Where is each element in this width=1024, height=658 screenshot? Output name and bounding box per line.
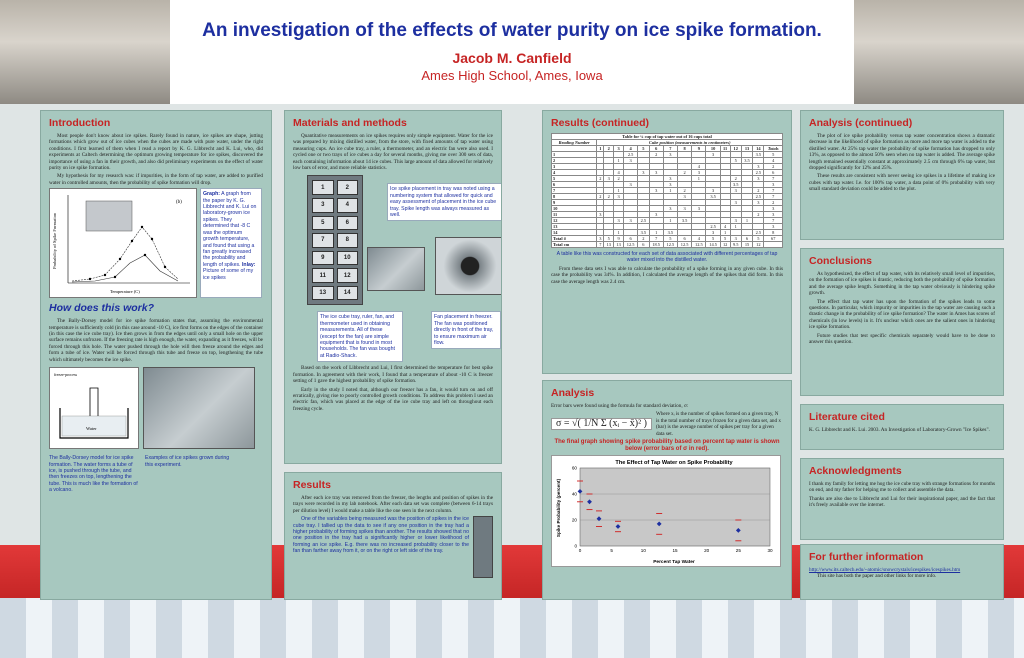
- table-cell: 1: [614, 230, 624, 236]
- table-cell: 4: [614, 170, 624, 176]
- final-graph-heading: The final graph showing spike probability based on percent tap water is shown below (error bars of σ in red).: [554, 439, 780, 453]
- position-header: 12: [730, 146, 741, 152]
- table-cell: 3: [624, 182, 638, 188]
- table-row-label: Total #: [552, 236, 597, 242]
- position-header: 3: [614, 146, 624, 152]
- tray-cell: 9: [312, 251, 334, 266]
- table-row-label: 3: [552, 164, 597, 170]
- table-cell: 3: [663, 152, 677, 158]
- bally-dorsey-diagram: [49, 367, 139, 449]
- table-cell: 2: [753, 212, 764, 218]
- table-cell: 3: [597, 236, 604, 242]
- table-cell: 3: [663, 176, 677, 182]
- conclusions-paragraph-2: The effect that tap water has upon the formation of the spikes leads to some questions. In particular, which impurity or impurities in the tap water are causing such a drastic change in the probability of ice spike formation? The water in Ames has scores of chemicals (in low levels) in it. It's unclear which ones are the salient ones in hindering ice spike formation.: [809, 298, 995, 331]
- table-cell: 67: [764, 236, 783, 242]
- how-heading: How does this work?: [49, 302, 155, 315]
- materials-panel: [284, 110, 502, 464]
- table-cell: 2: [597, 194, 604, 200]
- table-row-label: 8: [552, 194, 597, 200]
- position-header: 10: [706, 146, 720, 152]
- literature-citation: K. G. Libbrecht and K. Lui. 2003. An Investigation of Laboratory-Grown "Ice Spikes".: [809, 427, 990, 433]
- results-continued-paragraph: From these data sets I was able to calculate the probability of a spike forming in any given cube. In this case the probability was 34%. In addition, I calculated the average length of the spikes that did form. In this case the average length was 2.4 cm.: [551, 265, 783, 285]
- materials-paragraph-3: Early in the study I noted that, although our freezer has a fan, it would turn on and off erratically, giving rise to poorly controlled growth conditions. To address this problem I used an electric fan, which was placed at the edge of the ice cube tray and left on throughout each freezing cycle.: [293, 386, 493, 412]
- table-row-label: 11: [552, 212, 597, 218]
- table-cell: 3.5: [678, 218, 692, 224]
- chart-xtick-label: 10: [640, 548, 646, 554]
- tray-cell: 3: [312, 198, 334, 213]
- chart-xtick-label: 0: [578, 548, 582, 554]
- results-continued-heading: Results (continued): [551, 117, 650, 129]
- data-table-cube-header: Cube position (measurements in centimeters): [597, 140, 783, 146]
- position-header: 11: [720, 146, 730, 152]
- table-cell: 2: [604, 194, 614, 200]
- chart-xlabel: Percent Tap Water: [653, 560, 695, 566]
- table-row-label: 6: [552, 182, 597, 188]
- ice-spike-photo: [143, 367, 255, 449]
- bally-dorsey-diagram-svg: [50, 368, 138, 448]
- table-cell: 4: [764, 158, 783, 164]
- chart-ytick-label: 40: [571, 491, 577, 497]
- table-cell: 1: [614, 188, 624, 194]
- table-cell: 12: [753, 242, 764, 248]
- conclusions-paragraph-1: As hypothesized, the effect of tap water, with its relatively small level of impurities, on the formation of ice spikes is drastic, reducing both the probability of spike formation and the average spike length. Something in the tap water obviously is hindering spike growth.: [809, 271, 995, 297]
- table-cell: 3.5: [730, 182, 741, 188]
- acknowledgments-heading: Acknowledgments: [809, 465, 902, 477]
- data-table-title: Table for ¼ cup of tap water out of 16 cups total: [552, 134, 783, 140]
- table-cell: 3: [678, 194, 692, 200]
- table-cell: 3: [597, 212, 604, 218]
- header-photo-right: [854, 0, 1024, 104]
- table-cell: 3: [663, 182, 677, 188]
- table-cell: 7: [649, 236, 663, 242]
- libbrecht-graph-caption: [200, 188, 262, 298]
- table-row-label: 2: [552, 158, 597, 164]
- chart-xtick-label: 5: [610, 548, 613, 554]
- table-cell: 3: [678, 206, 692, 212]
- position-header: 13: [741, 146, 752, 152]
- freezer-tray-photo: [367, 247, 425, 291]
- table-cell: 3: [764, 206, 783, 212]
- analysis-continued-paragraph-1: The plot of ice spike probability versus tap water concentration shows a dramatic decrease in the likelihood of spike formation as more and more tap water is added to the distilled water. At 25% tap water the probability of spike formation has dropped to only 13%, as opposed to the almost 50% seen when no tap water is added. The average spike length remained essentially constant at approximately 2.5 cm through 6% tap water, but dropped significantly for 12% and 25%.: [809, 133, 995, 172]
- table-cell: 3: [649, 212, 663, 218]
- table-cell: 3: [753, 176, 764, 182]
- table-cell: 1: [741, 218, 752, 224]
- table-cell: 3.5: [638, 230, 649, 236]
- table-row-label: 13: [552, 224, 597, 230]
- table-cell: 1: [649, 230, 663, 236]
- table-caption: A table like this was constructed for each set of data associated with different percentages of tap water mixed into the distilled water.: [556, 251, 778, 264]
- table-cell: 13: [604, 242, 614, 248]
- table-cell: 1: [730, 224, 741, 230]
- chart-ytick-label: 60: [571, 465, 577, 471]
- table-cell: [764, 242, 783, 248]
- intro-paragraph-2: My hypothesis for my research was: if impurities, in the form of tap water, are added to purified water in controlled amounts, then the probability of spike formation will drop.: [49, 173, 263, 186]
- acknowledgments-paragraph-2: Thanks are also due to Libbrecht and Lui for their inspirational paper, and the fact that it's freely available over the internet.: [809, 495, 995, 509]
- table-row-label: 12: [552, 218, 597, 224]
- table-cell: 3: [706, 188, 720, 194]
- table-cell: 7: [764, 218, 783, 224]
- table-cell: 3: [692, 206, 706, 212]
- table-cell: 15: [741, 242, 752, 248]
- table-row-label: 7: [552, 188, 597, 194]
- position-header: 8: [678, 146, 692, 152]
- table-row-label: 9: [552, 200, 597, 206]
- libbrecht-graph-svg: [50, 189, 196, 297]
- analysis-heading: Analysis: [551, 387, 595, 399]
- table-cell: 3: [764, 224, 783, 230]
- how-paragraph: The Bally-Dorsey model for ice spike formation states that, assuming the environmental temperature is sufficiently cold (in this case around -10 C), ice first forms on the edges of the container (in this case the ice cube tray). Ice then grows in from the edges until only a small hole on the upper surface remains unfrozen. If the freezing rate is high enough, the water, expanding as it freezes, will be forced through this hole. The water pushed through the hole will then freeze around the edges and form a tube of ice. Water will be forced through this tube and freeze on top, lengthening the tube which ultimately becomes the ice spike.: [49, 318, 263, 363]
- table-cell: 3: [730, 188, 741, 194]
- table-cell: 3: [663, 206, 677, 212]
- table-cell: 7: [764, 194, 783, 200]
- table-cell: 2: [730, 176, 741, 182]
- std-dev-formula: σ = √( 1/N Σ (xᵢ − x̄)² ): [551, 418, 652, 430]
- table-cell: 3: [649, 170, 663, 176]
- results-heading: Results: [293, 479, 331, 491]
- graph-caption-label: Graph:: [203, 191, 221, 198]
- table-cell: 3: [730, 200, 741, 206]
- table-cell: 2: [649, 152, 663, 158]
- position-header: 7: [663, 146, 677, 152]
- position-header: 14: [753, 146, 764, 152]
- spike-probability-chart-svg: [552, 456, 780, 566]
- tray-cell: 8: [337, 233, 359, 248]
- literature-heading: Literature cited: [809, 411, 885, 423]
- table-cell: 6: [624, 236, 638, 242]
- libbrecht-graph-xlabel: Temperature (C): [110, 289, 140, 295]
- table-row-label: 1: [552, 152, 597, 158]
- graph-caption-text: A graph from the paper by K. G. Libbrecht and K. Lui on laboratory-grown ice spikes. They determined that -8 C was the optimum growth temperature, and found that using a fan greatly increased the probability and length of spikes.: [203, 191, 257, 268]
- table-row-label: Total cm: [552, 242, 597, 248]
- libbrecht-graph-tag: (b): [176, 200, 182, 206]
- table-cell: 5: [604, 236, 614, 242]
- table-cell: 8: [764, 230, 783, 236]
- tray-cell: 11: [312, 268, 334, 283]
- table-cell: 3: [614, 194, 624, 200]
- numbered-tray: [307, 175, 363, 305]
- tray-cell: 10: [337, 251, 359, 266]
- table-cell: 6: [678, 236, 692, 242]
- results-paragraph-2: One of the variables being measured was the position of spikes in the ice cube tray. I tallied up the data to see if any one position in the tray had a higher probability of forming spikes than another. The results showed that no one position in the tray had a significantly higher or lower likelihood of forming an ice spike. E.g. there was no increased probability closer to the fan than farther away from it, or on the right or left side of the tray.: [293, 516, 469, 555]
- table-cell: 3: [764, 212, 783, 218]
- table-cell: 1: [663, 218, 677, 224]
- table-cell: 1: [663, 188, 677, 194]
- table-cell: 14.5: [706, 242, 720, 248]
- analysis-panel: [542, 380, 792, 600]
- table-cell: 3: [706, 230, 720, 236]
- author-name: Jacob M. Canfield: [452, 50, 572, 66]
- data-table-reading-header: Reading Number: [552, 140, 597, 146]
- table-cell: 3: [649, 188, 663, 194]
- table-cell: 3: [692, 170, 706, 176]
- inlay-caption-label: Inlay:: [241, 261, 256, 268]
- chart-plot-area: [580, 468, 770, 546]
- position-header: 5: [638, 146, 649, 152]
- table-cell: 6: [764, 170, 783, 176]
- literature-panel: [800, 404, 1004, 450]
- table-cell: 3: [624, 158, 638, 164]
- chart-ytick-label: 20: [571, 517, 577, 523]
- table-row-label: 10: [552, 206, 597, 212]
- tray-cell: 13: [312, 286, 334, 301]
- analysis-continued-paragraph-2: These results are consistent with never seeing ice spikes in a lifetime of making ice cubes with tap water. I.e. for 100% tap water, a data point of 0% probability with very small standard deviation could be added to the plot.: [809, 173, 995, 193]
- tray-cell: 4: [337, 198, 359, 213]
- table-cell: 12.5: [663, 242, 677, 248]
- table-cell: 6: [741, 236, 752, 242]
- results-paragraph-1: After each ice tray was removed from the freezer, the lengths and position of spikes in the trays were recorded in my lab notebook. After each data set was complete (between 6-14 trays per dilution level) I would make a table like the one seen in the next column.: [293, 495, 493, 514]
- table-cell: 2: [614, 176, 624, 182]
- libbrecht-graph-ylabel: Probability of Spike Formation: [52, 213, 57, 270]
- table-cell: 2: [638, 236, 649, 242]
- tray-cell: 5: [312, 216, 334, 231]
- table-cell: 2: [678, 188, 692, 194]
- further-info-heading: For further information: [809, 551, 924, 563]
- tray-cell: 1: [312, 180, 334, 195]
- fan-photo: [435, 237, 502, 295]
- materials-heading: Materials and methods: [293, 117, 407, 129]
- table-cell: 3.5: [753, 152, 764, 158]
- table-cell: 5: [730, 158, 741, 164]
- poster-title: An investigation of the effects of water purity on ice spike formation.: [202, 20, 822, 41]
- table-cell: 2: [764, 200, 783, 206]
- freezer-caption: The ice cube tray, ruler, fan, and thermometer used in obtaining measurements. All of these (except for the fan) are simple equipment that is found in most households. The fan was bought at Radio-Shack.: [317, 311, 403, 362]
- chart-xtick-label: 15: [672, 548, 678, 554]
- table-cell: 2: [678, 170, 692, 176]
- table-cell: 6: [638, 242, 649, 248]
- tray-cell: 12: [337, 268, 359, 283]
- table-cell: 2.5: [753, 194, 764, 200]
- analysis-continued-panel: [800, 110, 1004, 240]
- table-cell: 2.5: [638, 218, 649, 224]
- introduction-panel: [40, 110, 272, 600]
- table-cell: 5: [753, 236, 764, 242]
- further-info-link[interactable]: http://www.its.caltech.edu/~atomic/snowcrystals/icespikes/icespikes.htm: [809, 567, 961, 573]
- table-cell: 3: [730, 218, 741, 224]
- chart-ytick-label: 0: [574, 543, 577, 549]
- formula-note: Where xᵢ is the number of spikes formed on a given tray, N is the total number of trays frozen for a given data set, and x (bar) is the average number of spikes per tray for a given data set.: [655, 411, 781, 437]
- data-table: [551, 133, 783, 248]
- table-cell: 12.5: [678, 242, 692, 248]
- table-cell: 4: [720, 224, 730, 230]
- ice-tray-footer: [0, 598, 1024, 658]
- table-cell: 2.5: [753, 170, 764, 176]
- position-header: 9: [692, 146, 706, 152]
- table-cell: 12.5: [692, 242, 706, 248]
- table-row-label: 4: [552, 170, 597, 176]
- introduction-heading: Introduction: [49, 117, 111, 129]
- chart-xtick-label: 30: [767, 548, 773, 554]
- table-cell: 5: [720, 236, 730, 242]
- table-cell: 7: [764, 176, 783, 182]
- table-cell: 2.5: [706, 224, 720, 230]
- table-cell: 9: [614, 236, 624, 242]
- tray-cell: 7: [312, 233, 334, 248]
- conclusions-heading: Conclusions: [809, 255, 873, 267]
- position-header: 4: [624, 146, 638, 152]
- table-cell: 3.5: [663, 230, 677, 236]
- fan-caption: Fan placement in freezer. The fan was positioned directly in front of the tray, to ensure maximum air flow.: [431, 311, 501, 349]
- small-tray: [473, 516, 493, 578]
- spike-probability-chart: [551, 455, 781, 567]
- table-cell: 3: [706, 152, 720, 158]
- table-cell: 18.5: [649, 242, 663, 248]
- acknowledgments-paragraph-1: I thank my family for letting me hog the ice cube tray with strange formations for months on end, and my father for helping me to collect and assemble the data.: [809, 481, 995, 494]
- table-cell: 3.5: [706, 194, 720, 200]
- table-row-label: 14: [552, 230, 597, 236]
- chart-title: The Effect of Tap Water on Spike Probability: [615, 460, 733, 467]
- table-cell: 2: [753, 188, 764, 194]
- table-cell: 7: [597, 242, 604, 248]
- table-cell: 2.5: [753, 230, 764, 236]
- table-cell: 3: [604, 176, 614, 182]
- position-header: Totals: [764, 146, 783, 152]
- table-cell: 2.5: [624, 152, 638, 158]
- position-header: 1: [597, 146, 604, 152]
- tray-cell: 6: [337, 216, 359, 231]
- results-panel: [284, 472, 502, 600]
- tray-caption: Ice spike placement in tray was noted using a numbering system that allowed for quick and easy assessment of placement in the ice cube tray. Spike length was always measured as well.: [387, 183, 502, 221]
- tray-cell: 14: [337, 286, 359, 301]
- table-cell: 1: [720, 230, 730, 236]
- table-cell: 9.5: [730, 242, 741, 248]
- table-cell: 5: [663, 236, 677, 242]
- school-name: Ames High School, Ames, Iowa: [421, 68, 603, 83]
- results-continued-panel: [542, 110, 792, 374]
- analysis-paragraph-1: Error bars were found using the formula for standard deviation, σ:: [551, 403, 689, 409]
- further-info-panel: [800, 544, 1004, 600]
- table-cell: 3: [624, 218, 638, 224]
- table-cell: 5: [764, 152, 783, 158]
- table-cell: 12.5: [624, 242, 638, 248]
- materials-paragraph-2: Based on the work of Libbrecht and Lui, I first determined the temperature for best spike formation. In agreement with their work, I found that a temperature of about -10 C is freezer setting of 1 gave the highest probability of spike formation.: [293, 365, 493, 385]
- table-row: [552, 242, 783, 248]
- tray-cell: 2: [337, 180, 359, 195]
- header-photo-left: [0, 0, 170, 104]
- table-cell: 12: [720, 242, 730, 248]
- bally-dorsey-caption: The Bally-Dorsey model for ice spike formation. The water forms a tube of ice, is pushed through the tube, and then freezes on top, lengthening the tube. This is much like the formation of a volcano.: [49, 455, 138, 494]
- table-cell: 3: [730, 236, 741, 242]
- diagram-label-water: Water: [86, 426, 97, 432]
- table-cell: 3: [753, 164, 764, 170]
- acknowledgments-panel: [800, 458, 1004, 540]
- position-header: 6: [649, 146, 663, 152]
- table-cell: 3: [614, 218, 624, 224]
- chart-ylabel: Spike Probability (percent): [556, 478, 561, 538]
- intro-paragraph-1: Most people don't know about ice spikes. Rarely found in nature, ice spikes are shape, jutting formations which grow out of ice cubes when the cubes are made with pure water, under the right conditions. I first learned of them when I read a report by K. G. Libbrecht and K. Lui, who, did experiments at Caltech determining the optimum growing temperature for ice spikes, discovered the importance of using a fan in their growth, and also did preliminary experiments on the effect of water purity on ice spike formation.: [49, 133, 263, 172]
- table-cell: 4: [692, 164, 706, 170]
- table-cell: 7: [764, 188, 783, 194]
- table-cell: 1: [614, 158, 624, 164]
- table-row-label: 5: [552, 176, 597, 182]
- table-cell: 2: [597, 176, 604, 182]
- table-cell: 4: [692, 236, 706, 242]
- chart-xtick-label: 25: [735, 548, 741, 554]
- table-cell: 3.5: [741, 158, 752, 164]
- chart-xtick-label: 20: [704, 548, 710, 554]
- table-cell: 13: [614, 242, 624, 248]
- conclusions-paragraph-3: Future studies that test specific chemicals separately would have to be done to answer this question.: [809, 332, 995, 346]
- table-cell: 2: [764, 164, 783, 170]
- further-info-paragraph: This site has both the paper and other links for more info.: [817, 573, 937, 580]
- spike-examples-caption: Examples of ice spikes grown during this experiment.: [145, 455, 230, 468]
- position-header: 2: [604, 146, 614, 152]
- libbrecht-graph: [49, 188, 197, 298]
- poster-header: [170, 0, 854, 104]
- diagram-label-freeze: freeze-process: [54, 372, 78, 378]
- table-cell: 3: [638, 170, 649, 176]
- table-cell: 3: [753, 200, 764, 206]
- table-cell: 5: [706, 236, 720, 242]
- table-cell: 3: [764, 182, 783, 188]
- table-cell: 1: [692, 176, 706, 182]
- analysis-continued-heading: Analysis (continued): [809, 117, 913, 129]
- inlay-caption-text: Picture of some of my ice spikes: [203, 268, 254, 281]
- materials-paragraph-1: Quantitative measurements on ice spikes requires only simple equipment. Water for the ice was prepared by mixing distilled water, from the store, with fixed amounts of tap water using measuring cups. An ice cube tray, a ruler, a thermometer, and an electric fan were also used. I cycled one or two trays of ice cubes a day for several months, giving me over 300 sets of data, each containing information about 14 ice cubes. This large amount of data allowed for relatively low bars of error, and more reliable statistics.: [293, 133, 493, 172]
- conclusions-panel: [800, 248, 1004, 396]
